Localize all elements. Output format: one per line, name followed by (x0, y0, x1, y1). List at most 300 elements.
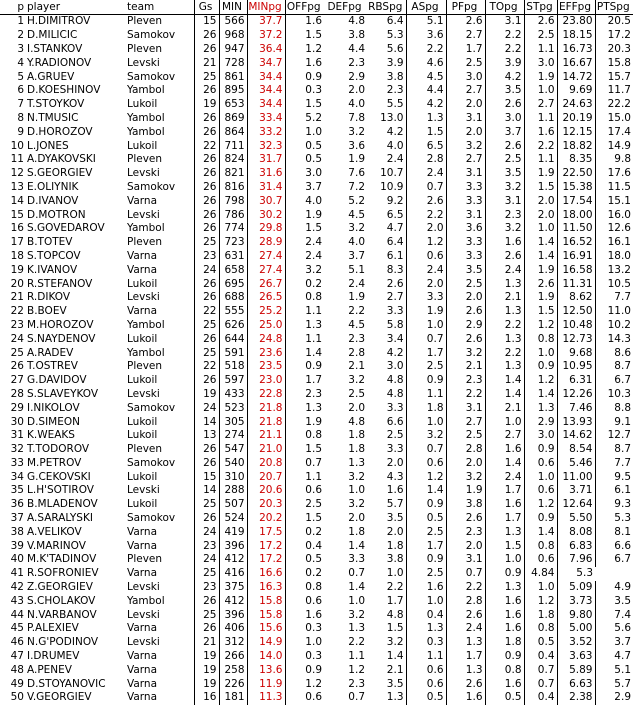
column-header-minpg: MINpg (247, 0, 285, 15)
cell-aspg: 0.7 (406, 443, 446, 457)
table-row (0, 153, 633, 167)
cell-gs: 19 (194, 388, 219, 402)
cell-offpg: 4.0 (285, 194, 324, 208)
cell-defpg: 2.3 (348, 332, 365, 345)
cell-aspg: 2.0 (406, 222, 446, 236)
table-row (0, 636, 633, 650)
cell-min: 406 (219, 622, 247, 636)
cell-aspg: 6.5 (406, 139, 446, 153)
cell-offpg: 1.5 (285, 98, 324, 112)
cell-offpg: 1.1 (285, 470, 324, 484)
cell-rbspg: 2.6 (386, 277, 404, 290)
cell-minpg: 25.0 (247, 319, 285, 333)
cell-topg: 3.9 (485, 56, 524, 70)
cell-team: Varna (127, 567, 158, 580)
cell-defpg: 1.0 (348, 484, 365, 497)
cell-gs: 19 (194, 677, 219, 691)
cell-effpg: 5.09 (557, 581, 595, 595)
cell-offpg: 0.9 (285, 663, 324, 677)
cell-topg: 2.1 (485, 401, 524, 415)
cell-rbspg: 6.4 (386, 15, 404, 28)
cell-offpg: 1.3 (285, 319, 324, 333)
cell-gs: 24 (194, 525, 219, 539)
table-row (0, 374, 633, 388)
cell-ptspg: 13.2 (595, 263, 633, 277)
table-row (0, 470, 633, 484)
cell-gs: 23 (194, 250, 219, 264)
cell-pfpg: 3.1 (446, 167, 485, 181)
cell-player: T.OSTREV (27, 360, 78, 373)
cell-gs: 22 (194, 360, 219, 374)
cell-aspg: 2.4 (406, 167, 446, 181)
cell-rbspg: 10.9 (380, 180, 404, 193)
cell-p: 30 (10, 415, 24, 428)
cell-p: 7 (17, 98, 24, 111)
cell-gs: 21 (194, 636, 219, 650)
table-row (0, 56, 633, 70)
cell-stpg: 0.8 (524, 539, 557, 553)
column-header-stpg: STpg (524, 0, 557, 15)
cell-p: 32 (10, 443, 24, 456)
cell-defpg: 2.8 (348, 346, 365, 359)
cell-topg: 1.3 (485, 277, 524, 291)
cell-stpg: 2.0 (524, 194, 557, 208)
cell-aspg: 2.5 (406, 525, 446, 539)
cell-p: 31 (10, 429, 24, 442)
cell-offpg: 0.3 (285, 650, 324, 664)
cell-effpg: 5.3 (557, 567, 595, 581)
cell-stpg: 1.9 (524, 291, 557, 305)
cell-defpg: 1.2 (348, 663, 365, 676)
table-row (0, 70, 633, 84)
cell-p: 4 (17, 56, 24, 69)
cell-defpg: 3.2 (348, 125, 365, 138)
cell-min: 658 (219, 263, 247, 277)
cell-pfpg: 3.2 (446, 346, 485, 360)
table-header (0, 0, 633, 15)
table-row (0, 443, 633, 457)
cell-stpg: 2.6 (524, 15, 557, 29)
cell-aspg: 3.3 (406, 291, 446, 305)
cell-defpg: 7.8 (348, 111, 365, 124)
cell-min: 433 (219, 388, 247, 402)
cell-offpg: 2.4 (285, 250, 324, 264)
cell-ptspg: 7.7 (595, 457, 633, 471)
table-row (0, 29, 633, 43)
cell-aspg: 1.0 (406, 594, 446, 608)
cell-gs: 13 (194, 429, 219, 443)
cell-effpg: 9.69 (557, 84, 595, 98)
cell-effpg: 6.83 (557, 539, 595, 553)
cell-effpg: 15.38 (557, 181, 595, 195)
cell-rbspg: 1.6 (386, 484, 404, 497)
cell-ptspg: 11.0 (595, 305, 633, 319)
cell-offpg: 0.2 (285, 567, 324, 581)
cell-ptspg: 11.5 (595, 181, 633, 195)
cell-defpg: 3.2 (348, 374, 365, 387)
cell-p: 43 (10, 594, 24, 607)
cell-ptspg: 15.0 (595, 112, 633, 126)
cell-defpg: 3.6 (348, 139, 365, 152)
cell-gs: 26 (194, 443, 219, 457)
table-row (0, 125, 633, 139)
cell-minpg: 33.2 (247, 125, 285, 139)
cell-stpg: 1.2 (524, 594, 557, 608)
cell-topg: 3.2 (485, 181, 524, 195)
cell-effpg: 6.31 (557, 374, 595, 388)
cell-pfpg: 2.9 (446, 319, 485, 333)
cell-offpg: 1.2 (285, 43, 324, 57)
cell-aspg: 1.3 (406, 112, 446, 126)
cell-team: Levski (127, 608, 160, 621)
cell-team: Samokov (127, 512, 176, 525)
cell-min: 644 (219, 332, 247, 346)
cell-gs: 14 (194, 415, 219, 429)
table-row (0, 553, 633, 567)
cell-p: 25 (10, 346, 24, 359)
cell-ptspg: 15.8 (595, 56, 633, 70)
cell-gs: 26 (194, 153, 219, 167)
cell-ptspg: 4.9 (595, 581, 633, 595)
cell-stpg: 4.84 (524, 567, 557, 581)
cell-p: 45 (10, 622, 24, 635)
cell-ptspg: 5.1 (595, 663, 633, 677)
cell-effpg: 18.82 (557, 139, 595, 153)
cell-p: 40 (10, 553, 24, 566)
cell-pfpg: 1.3 (446, 636, 485, 650)
cell-topg: 2.3 (485, 208, 524, 222)
cell-team: Levski (127, 581, 160, 594)
cell-stpg: 1.4 (524, 236, 557, 250)
cell-minpg: 17.5 (247, 525, 285, 539)
cell-rbspg: 5.6 (386, 42, 404, 55)
cell-topg: 3.2 (485, 222, 524, 236)
cell-ptspg: 7.7 (595, 291, 633, 305)
cell-gs: 26 (194, 222, 219, 236)
cell-min: 181 (219, 691, 247, 705)
cell-effpg: 20.19 (557, 112, 595, 126)
cell-aspg: 0.5 (406, 512, 446, 526)
cell-team: Yambol (127, 111, 165, 124)
cell-min: 653 (219, 98, 247, 112)
cell-min: 310 (219, 470, 247, 484)
column-header-offpg: OFFpg (285, 0, 324, 15)
cell-topg: 3.1 (485, 194, 524, 208)
cell-effpg: 5.46 (557, 457, 595, 471)
cell-p: 20 (10, 277, 24, 290)
cell-p: 44 (10, 608, 24, 621)
cell-player: I.NIKOLOV (27, 401, 80, 414)
cell-min: 507 (219, 498, 247, 512)
cell-stpg: 1.3 (524, 401, 557, 415)
cell-rbspg: 8.3 (386, 263, 404, 276)
column-header-effpg: EFFpg (557, 0, 595, 15)
cell-stpg: 0.4 (524, 691, 557, 705)
cell-player: D.HOROZOV (27, 125, 93, 138)
cell-p: 48 (10, 663, 24, 676)
cell-gs: 26 (194, 125, 219, 139)
cell-topg: 0.5 (485, 691, 524, 705)
cell-p: 42 (10, 581, 24, 594)
cell-min: 523 (219, 401, 247, 415)
cell-stpg: 2.6 (524, 277, 557, 291)
cell-p: 46 (10, 636, 24, 649)
cell-offpg: 1.4 (285, 346, 324, 360)
cell-defpg: 1.4 (348, 539, 365, 552)
cell-p: 49 (10, 677, 24, 690)
cell-min: 821 (219, 167, 247, 181)
table-row (0, 512, 633, 526)
cell-topg: 1.0 (485, 415, 524, 429)
cell-stpg: 0.9 (524, 512, 557, 526)
cell-gs: 25 (194, 70, 219, 84)
cell-offpg: 0.5 (285, 553, 324, 567)
cell-pfpg: 2.0 (446, 457, 485, 471)
cell-rbspg: 6.4 (386, 236, 404, 249)
cell-rbspg: 5.8 (386, 318, 404, 331)
cell-team: Pleven (127, 15, 163, 28)
cell-minpg: 31.6 (247, 167, 285, 181)
cell-offpg: 1.0 (285, 636, 324, 650)
header-row (0, 0, 633, 15)
cell-team: Lukoil (127, 374, 158, 387)
cell-defpg: 3.2 (348, 222, 365, 235)
cell-offpg: 1.3 (285, 401, 324, 415)
cell-ptspg: 3.5 (595, 594, 633, 608)
cell-p: 11 (10, 153, 24, 166)
table-body (0, 15, 633, 705)
cell-defpg: 0.7 (348, 691, 365, 704)
cell-effpg: 7.46 (557, 401, 595, 415)
cell-min: 968 (219, 29, 247, 43)
cell-stpg: 1.4 (524, 525, 557, 539)
cell-rbspg: 6.6 (386, 415, 404, 428)
cell-pfpg: 2.8 (446, 443, 485, 457)
cell-team: Yambol (127, 84, 165, 97)
cell-stpg: 1.4 (524, 388, 557, 402)
cell-ptspg: 5.3 (595, 512, 633, 526)
cell-pfpg: 3.1 (446, 208, 485, 222)
cell-p: 15 (10, 208, 24, 221)
cell-gs: 25 (194, 608, 219, 622)
cell-effpg: 8.62 (557, 291, 595, 305)
cell-pfpg: 2.0 (446, 98, 485, 112)
cell-aspg: 1.9 (406, 305, 446, 319)
cell-defpg: 4.5 (348, 318, 365, 331)
cell-aspg: 5.1 (406, 15, 446, 29)
cell-effpg: 10.48 (557, 319, 595, 333)
cell-p: 27 (10, 374, 24, 387)
cell-player: A.VELIKOV (27, 525, 82, 538)
cell-stpg: 0.6 (524, 484, 557, 498)
cell-stpg: 0.6 (524, 553, 557, 567)
cell-p: 41 (10, 567, 24, 580)
cell-ptspg: 11.7 (595, 84, 633, 98)
table-row (0, 677, 633, 691)
cell-topg: 2.2 (485, 29, 524, 43)
cell-minpg: 25.2 (247, 305, 285, 319)
table-row (0, 84, 633, 98)
table-row (0, 539, 633, 553)
table-row (0, 277, 633, 291)
cell-defpg: 1.9 (348, 153, 365, 166)
cell-player: D.MILICIC (27, 29, 78, 42)
cell-effpg: 11.50 (557, 222, 595, 236)
table-row (0, 594, 633, 608)
cell-aspg: 1.2 (406, 470, 446, 484)
cell-ptspg: 9.1 (595, 415, 633, 429)
cell-rbspg: 2.4 (386, 153, 404, 166)
table-row (0, 319, 633, 333)
cell-gs: 26 (194, 332, 219, 346)
cell-ptspg: 5.7 (595, 677, 633, 691)
cell-minpg: 14.9 (247, 636, 285, 650)
cell-ptspg: 14.9 (595, 139, 633, 153)
cell-pfpg: 3.1 (446, 112, 485, 126)
cell-minpg: 13.6 (247, 663, 285, 677)
cell-p: 38 (10, 525, 24, 538)
cell-effpg: 14.72 (557, 70, 595, 84)
cell-pfpg: 3.1 (446, 553, 485, 567)
cell-effpg: 13.93 (557, 415, 595, 429)
cell-offpg: 0.9 (285, 70, 324, 84)
table-row (0, 581, 633, 595)
cell-defpg: 4.0 (348, 236, 365, 249)
cell-minpg: 16.3 (247, 581, 285, 595)
cell-rbspg: 3.3 (386, 401, 404, 414)
cell-aspg: 1.0 (406, 415, 446, 429)
cell-aspg: 0.6 (406, 250, 446, 264)
cell-minpg: 17.2 (247, 553, 285, 567)
cell-stpg: 3.0 (524, 429, 557, 443)
cell-p: 24 (10, 332, 24, 345)
cell-team: Varna (127, 194, 158, 207)
cell-min: 597 (219, 374, 247, 388)
cell-player: R.STEFANOV (27, 277, 93, 290)
cell-rbspg: 1.7 (386, 594, 404, 607)
cell-min: 711 (219, 139, 247, 153)
cell-aspg: 4.5 (406, 70, 446, 84)
cell-minpg: 26.7 (247, 277, 285, 291)
cell-topg: 1.6 (485, 622, 524, 636)
cell-offpg: 3.2 (285, 263, 324, 277)
cell-defpg: 2.5 (348, 387, 365, 400)
cell-pfpg: 2.8 (446, 594, 485, 608)
cell-pfpg: 2.3 (446, 374, 485, 388)
cell-minpg: 28.9 (247, 236, 285, 250)
cell-pfpg: 2.2 (446, 581, 485, 595)
cell-rbspg: 3.2 (386, 636, 404, 649)
cell-player: I.DRUMEV (27, 650, 80, 663)
cell-effpg: 11.00 (557, 470, 595, 484)
cell-offpg: 1.5 (285, 29, 324, 43)
cell-minpg: 15.8 (247, 608, 285, 622)
cell-min: 728 (219, 56, 247, 70)
cell-player: M.PETROV (27, 456, 82, 469)
cell-aspg: 0.3 (406, 636, 446, 650)
cell-pfpg: 3.3 (446, 194, 485, 208)
cell-effpg: 5.00 (557, 622, 595, 636)
cell-effpg: 18.00 (557, 208, 595, 222)
cell-ptspg: 5.6 (595, 622, 633, 636)
cell-player: V.MARINOV (27, 539, 86, 552)
cell-team: Varna (127, 305, 158, 318)
cell-aspg: 0.9 (406, 553, 446, 567)
cell-rbspg: 3.0 (386, 360, 404, 373)
cell-aspg: 0.9 (406, 374, 446, 388)
cell-minpg: 21.8 (247, 415, 285, 429)
column-header-player: player (27, 0, 127, 15)
cell-minpg: 20.3 (247, 498, 285, 512)
cell-ptspg: 17.6 (595, 167, 633, 181)
cell-rbspg: 4.2 (386, 125, 404, 138)
cell-aspg: 1.1 (406, 388, 446, 402)
cell-team: Lukoil (127, 498, 158, 511)
cell-ptspg: 17.4 (595, 125, 633, 139)
cell-minpg: 34.4 (247, 98, 285, 112)
cell-ptspg: 12.7 (595, 429, 633, 443)
cell-effpg: 12.64 (557, 498, 595, 512)
cell-min: 816 (219, 181, 247, 195)
cell-team: Samokov (127, 456, 176, 469)
cell-ptspg: 18.0 (595, 250, 633, 264)
cell-min: 266 (219, 650, 247, 664)
cell-ptspg: 8.7 (595, 360, 633, 374)
column-header-topg: TOpg (485, 0, 524, 15)
cell-p: 33 (10, 456, 24, 469)
cell-min: 688 (219, 291, 247, 305)
cell-topg: 2.2 (485, 346, 524, 360)
cell-team: Yambol (127, 125, 165, 138)
cell-rbspg: 3.4 (386, 332, 404, 345)
cell-minpg: 27.4 (247, 263, 285, 277)
cell-team: Samokov (127, 180, 176, 193)
cell-stpg: 0.6 (524, 457, 557, 471)
cell-topg: 1.3 (485, 305, 524, 319)
cell-defpg: 1.0 (348, 594, 365, 607)
cell-ptspg: 8.6 (595, 346, 633, 360)
cell-pfpg: 0.7 (446, 567, 485, 581)
cell-topg: 2.4 (485, 470, 524, 484)
cell-effpg: 11.31 (557, 277, 595, 291)
cell-p: 2 (17, 29, 24, 42)
cell-gs: 26 (194, 208, 219, 222)
cell-offpg: 0.4 (285, 539, 324, 553)
cell-topg: 1.3 (485, 525, 524, 539)
cell-offpg: 1.2 (285, 677, 324, 691)
cell-player: Z.GEORGIEV (27, 581, 93, 594)
cell-effpg: 10.95 (557, 360, 595, 374)
cell-team: Pleven (127, 236, 163, 249)
cell-gs: 26 (194, 181, 219, 195)
cell-defpg: 1.9 (348, 291, 365, 304)
cell-stpg: 1.0 (524, 222, 557, 236)
cell-player: L.H'SOTIROV (27, 484, 94, 497)
cell-player: K.IVANOV (27, 263, 78, 276)
cell-pfpg: 3.3 (446, 250, 485, 264)
cell-min: 947 (219, 43, 247, 57)
cell-p: 1 (17, 15, 24, 28)
cell-rbspg: 4.8 (386, 387, 404, 400)
cell-effpg: 16.91 (557, 250, 595, 264)
cell-min: 723 (219, 236, 247, 250)
cell-aspg: 2.4 (406, 263, 446, 277)
cell-topg: 1.6 (485, 443, 524, 457)
cell-ptspg: 10.2 (595, 319, 633, 333)
cell-stpg: 0.8 (524, 622, 557, 636)
cell-player: A.RADEV (27, 346, 74, 359)
cell-effpg: 3.52 (557, 636, 595, 650)
